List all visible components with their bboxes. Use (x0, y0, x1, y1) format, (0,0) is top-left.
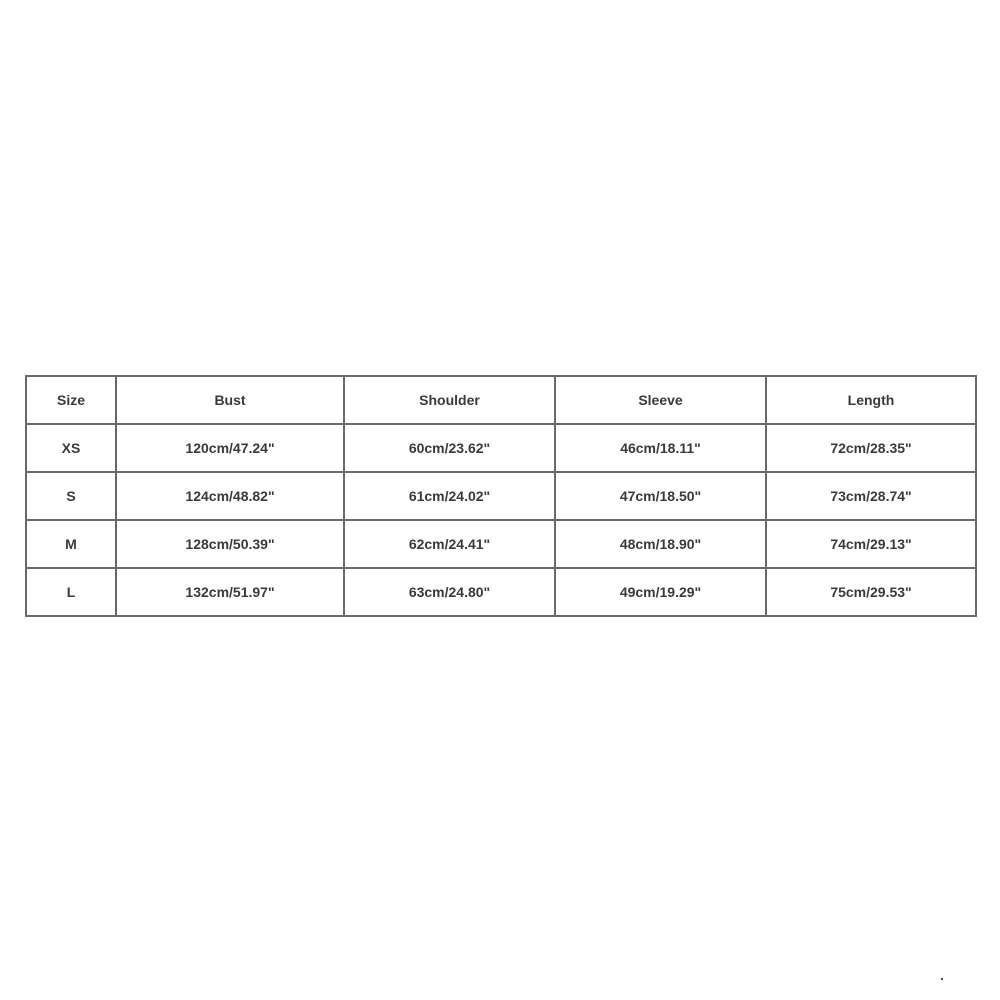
cell-size: M (26, 520, 116, 568)
cell-bust: 128cm/50.39" (116, 520, 344, 568)
cell-shoulder: 61cm/24.02" (344, 472, 555, 520)
cell-length: 75cm/29.53" (766, 568, 976, 616)
header-length: Length (766, 376, 976, 424)
cell-bust: 132cm/51.97" (116, 568, 344, 616)
cell-bust: 124cm/48.82" (116, 472, 344, 520)
table-row (26, 472, 976, 520)
table-row (26, 520, 976, 568)
header-shoulder: Shoulder (344, 376, 555, 424)
table-row (26, 568, 976, 616)
cell-length: 74cm/29.13" (766, 520, 976, 568)
cell-sleeve: 47cm/18.50" (555, 472, 766, 520)
cell-shoulder: 63cm/24.80" (344, 568, 555, 616)
cell-sleeve: 46cm/18.11" (555, 424, 766, 472)
table-row (26, 424, 976, 472)
cell-sleeve: 48cm/18.90" (555, 520, 766, 568)
cell-shoulder: 62cm/24.41" (344, 520, 555, 568)
cell-length: 72cm/28.35" (766, 424, 976, 472)
cell-size: S (26, 472, 116, 520)
header-size: Size (26, 376, 116, 424)
header-bust: Bust (116, 376, 344, 424)
cell-length: 73cm/28.74" (766, 472, 976, 520)
cell-size: XS (26, 424, 116, 472)
cell-size: L (26, 568, 116, 616)
cell-shoulder: 60cm/23.62" (344, 424, 555, 472)
speck-mark (941, 978, 943, 980)
cell-sleeve: 49cm/19.29" (555, 568, 766, 616)
size-chart-table (25, 375, 977, 617)
header-row (26, 376, 976, 424)
header-sleeve: Sleeve (555, 376, 766, 424)
cell-bust: 120cm/47.24" (116, 424, 344, 472)
